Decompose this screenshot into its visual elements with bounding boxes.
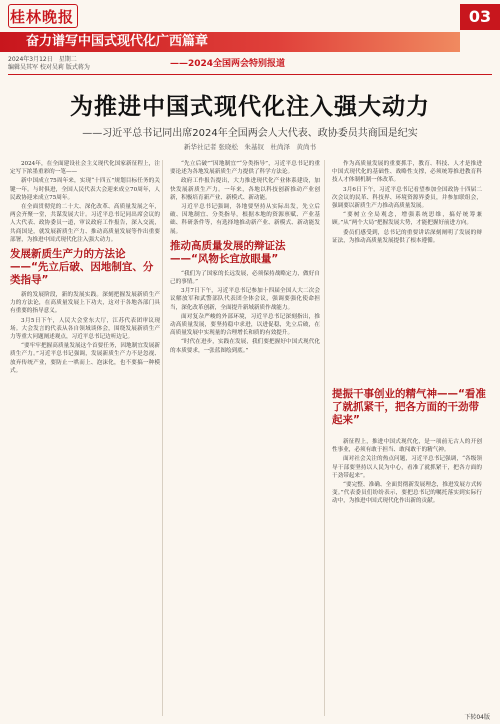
section-heading: 提振干事创业的精气神——“看准了就抓紧干，把各方面的干劲带起来” <box>332 388 486 426</box>
section-heading: 发展新质生产力的方法论——“先立后破、因地制宜、分类指导” <box>10 248 154 287</box>
paragraph: 面对社会关注的热点问题，习近平总书记强调，“各级领导干部要坚持以人民为中心，看准了就抓紧干，把各方面的干劲带起来”。 <box>332 456 482 479</box>
paragraph: “要牢牢把握高质量发展这个首要任务，因地制宜发展新质生产力。”习近平总书记强调，发展新质生产力不是忽视、放弃传统产业，要防止一哄而上、泡沫化，也不要搞一种模式。 <box>10 343 160 374</box>
issue-date: 2024年3月12日 星期二 <box>8 56 77 63</box>
newspaper-logo: 桂林晚报 <box>10 8 75 26</box>
paragraph: “我们为了国家的长远发展，必须保持战略定力，做好自己的事情。” <box>170 270 320 286</box>
editor-credits: 编辑吴其军 校对吴莉 版式蒋为 <box>8 64 90 71</box>
article-byline: 新华社记者 张晓松 朱基钗 杜尚泽 黄尚书 <box>183 143 317 151</box>
article-column-1 <box>10 160 160 716</box>
paragraph: 3月6日下午，习近平总书记看望参加全国政协十四届二次会议的民革、科技界、环境资源界委员，并参加联组会，强调要以新质生产力推动高质量发展。 <box>332 186 482 210</box>
header-rule <box>8 74 492 75</box>
paragraph: 新征程上，推进中国式现代化，是一项前无古人的开创性事业，必须有敢于担当、敢闯敢干的精气神。 <box>332 439 482 454</box>
article-column-3 <box>332 160 482 420</box>
paragraph: 2024年，在全面建设社会主义现代化国家新征程上，注定写下浓墨重彩的一笔—— <box>10 161 160 176</box>
continued-on-page: 下转04版 <box>464 714 490 721</box>
paragraph: “要树立全局观念，增强系统思维，搞好统筹兼顾。”从“两个大局”把握发展大势，才能把握好前进方向。 <box>332 212 482 227</box>
special-report-label: ——2024全国两会特别报道 <box>170 59 286 69</box>
article-headline: 为推进中国式现代化注入强大动力 <box>70 94 430 120</box>
section-heading-box <box>332 384 488 428</box>
paragraph: “要完整、准确、全面贯彻新发展理念，推进发展方式转变。”代表委员们纷纷表示，要把总书记的嘱托落实到实际行动中，为推进中国式现代化作出新的贡献。 <box>332 482 482 505</box>
section-banner-title: 奋力谱写中国式现代化广西篇章 <box>26 34 209 49</box>
issue-meta <box>8 56 90 72</box>
column-divider <box>324 160 325 716</box>
paragraph: “时代在进步，实践在发展，我们要把握好中国式现代化的本质要求，一张蓝图绘到底。” <box>170 339 320 354</box>
article-column-3-continued <box>332 438 482 716</box>
paragraph: 政府工作报告提出，大力推进现代化产业体系建设，加快发展新质生产力。一年来，各地以科技创新推动产业创新，积极培育新产业、新模式、新动能。 <box>170 178 320 201</box>
paragraph: 在全面贯彻党的二十大、深化改革、高质量发展之年，两会齐聚一堂，共谋发展大计。习近平总书记同出席会议的人大代表、政协委员一道，审议政府工作报告，深入交流，共商国是，就发展新质生产力、推动高质量发展等作出重要部署，为推进中国式现代化注入强大动力。 <box>10 204 160 243</box>
paragraph: 习近平总书记强调，各地要坚持从实际出发，先立后破、因地制宜、分类指导，根据本地的资源禀赋、产业基础、科研条件等，有选择地推动新产业、新模式、新动能发展。 <box>170 204 320 235</box>
paragraph: 3月7日下午，习近平总书记参加十四届全国人大二次会议解放军和武警部队代表团全体会议，强调要强化使命担当，深化改革创新，全面提升新域新质作战能力。 <box>170 288 320 311</box>
page-number: 03 <box>460 4 500 30</box>
paragraph: 作为高质量发展的重要抓手，教育、科技、人才是推进中国式现代化的基础性、战略性支撑，必须统筹推进教育科技人才体制机制一体改革。 <box>332 161 482 184</box>
paragraph: 委员们感受到，总书记的重要讲话深刻阐明了发展的辩证法，为推动高质量发展提供了根本遵循。 <box>332 229 482 244</box>
section-heading: 推动高质量发展的辩证法——“风物长宜放眼量” <box>170 239 286 265</box>
masthead <box>0 0 500 30</box>
paragraph: 3月5日下午，人民大会堂东大厅，江苏代表团审议现场。大会发言的代表从各自领域谈体会，围绕发展新质生产力等重大问题阐述观点，习近平总书记边听边记。 <box>10 317 160 341</box>
paragraph: 新的发展阶段，新的发展实践。深刻把握发展新质生产力的方法论，在高质量发展上下功夫，这对于各地各部门具有重要的指导意义。 <box>10 292 160 315</box>
column-divider <box>162 160 163 716</box>
paragraph: “先立后破”“因地制宜”“分类指导”，习近平总书记的重要论述为各地发展新质生产力提供了科学方法论。 <box>170 161 320 176</box>
paragraph: 面对复杂严峻的外部环境，习近平总书记深刻指出，推动高质量发展，要坚持稳中求进，以进促稳，先立后破，在高质量发展中实现量的合理增长和质的有效提升。 <box>170 313 320 337</box>
paragraph: 新中国成立75周年来，实现“十四五”规划目标任务的关键一年。与时俱进，全国人民代表大会迎来成立70周年，人民政协迎来成立75周年。 <box>10 178 160 201</box>
article-column-2 <box>170 160 320 716</box>
article-subheadline: ——习近平总书记同出席2024年全国两会人大代表、政协委员共商国是纪实 <box>82 128 418 139</box>
